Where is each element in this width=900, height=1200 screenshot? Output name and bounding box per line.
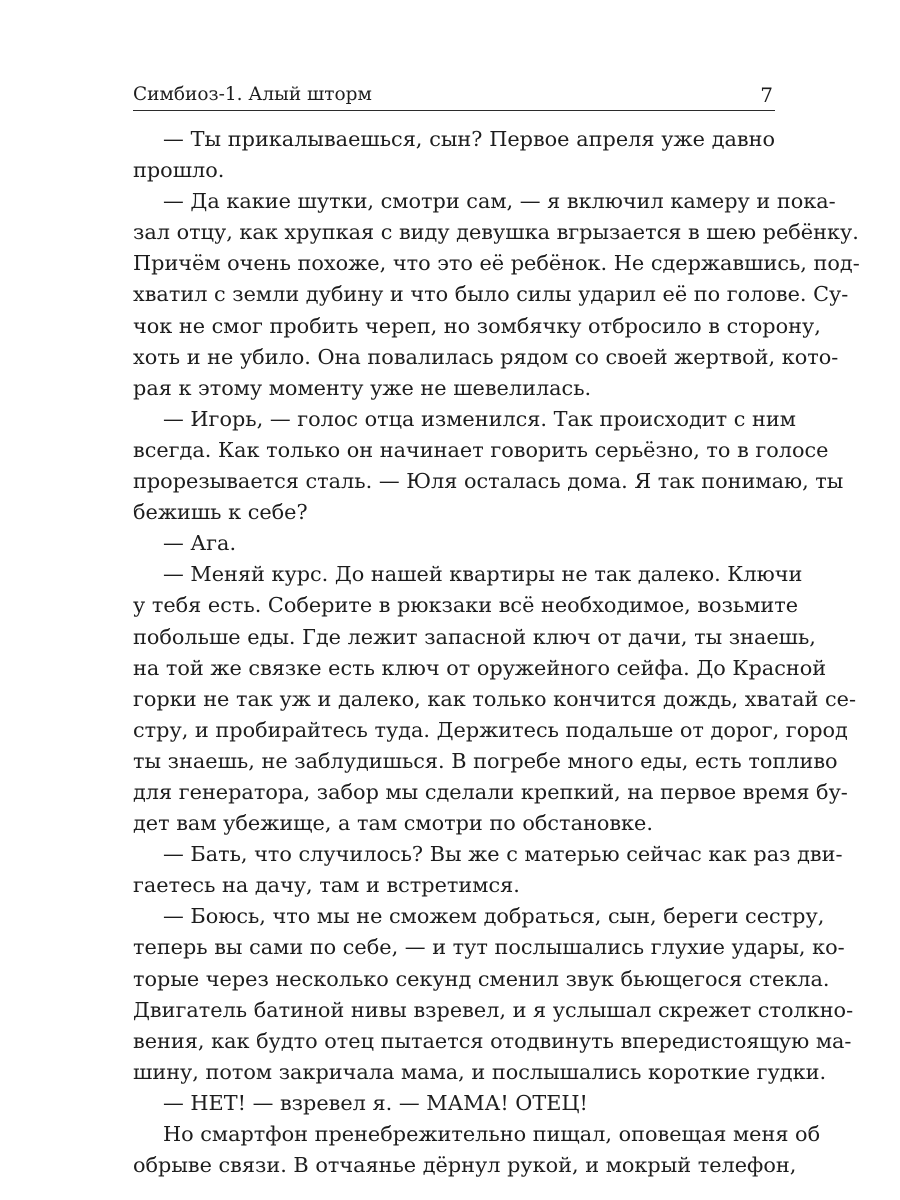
text-line: вения, как будто отец пытается отодвинуть впередистоящую ма- (133, 1028, 852, 1053)
page-number: 7 (760, 83, 773, 107)
text-line: — Меняй курс. До нашей квартиры не так далеко. Ключи (163, 562, 803, 587)
text-line: ты знаешь, не заблудишься. В погребе много еды, есть топливо (133, 748, 838, 773)
text-line: гаетесь на дачу, там и встретимся. (133, 873, 520, 898)
text-line: обрыве связи. В отчаянье дёрнул рукой, и мокрый телефон, (133, 1153, 797, 1178)
text-line: Двигатель батиной нивы взревел, и я услышал скрежет столкно- (133, 997, 854, 1022)
text-line: зал отцу, как хрупкая с виду девушка вгрызается в шею ребёнку. (133, 220, 859, 245)
header-rule (133, 110, 775, 111)
text-line: теперь вы сами по себе, — и тут послышались глухие удары, ко- (133, 935, 845, 960)
running-header (133, 84, 775, 110)
text-line: на той же связке есть ключ от оружейного сейфа. До Красной (133, 655, 827, 680)
text-line: хоть и не убило. Она повалилась рядом со своей жертвой, кото- (133, 344, 839, 369)
text-line: прорезывается сталь. — Юля осталась дома. Я так понимаю, ты (133, 469, 844, 494)
text-line: бежишь к себе? (133, 500, 308, 525)
text-line: для генератора, забор мы сделали крепкий, на первое время бу- (133, 779, 848, 804)
text-line: дет вам убежище, а там смотри по обстановке. (133, 811, 653, 836)
text-line: — Боюсь, что мы не сможем добраться, сын, береги сестру, (163, 904, 825, 929)
text-line: — Бать, что случилось? Вы же с матерью сейчас как раз дви- (163, 842, 843, 867)
text-line: стру, и пробирайтесь туда. Держитесь подальше от дорог, город (133, 717, 848, 742)
text-line: Причём очень похоже, что это её ребёнок. Не сдержавшись, под- (133, 251, 860, 276)
text-line: Но смартфон пренебрежительно пищал, оповещая меня об (163, 1122, 821, 1146)
text-line: — НЕТ! — взревел я. — МАМА! ОТЕЦ! (163, 1090, 588, 1115)
text-line: горки не так уж и далеко, как только кончится дождь, хватай се- (133, 686, 856, 711)
text-line: у тебя есть. Соберите в рюкзаки всё необходимое, возьмите (133, 593, 799, 618)
text-line: — Ты прикалываешься, сын? Первое апреля уже давно (163, 127, 775, 151)
text-line: чок не смог пробить череп, но зомбячку отбросило в сторону, (133, 313, 821, 338)
text-line: хватил с земли дубину и что было силы ударил её по голове. Су- (133, 282, 849, 307)
text-line: — Ага. (163, 531, 237, 556)
text-line: прошло. (133, 158, 225, 183)
text-line: рая к этому моменту уже не шевелилась. (133, 375, 592, 400)
page-body (133, 124, 860, 1181)
text-line: шину, потом закричала мама, и послышались короткие гудки. (133, 1059, 827, 1084)
text-line: всегда. Как только он начинает говорить серьёзно, то в голосе (133, 437, 829, 462)
text-line: — Игорь, — голос отца изменился. Так происходит с ним (163, 406, 796, 431)
text-line: побольше еды. Где лежит запасной ключ от дачи, ты знаешь, (133, 624, 816, 649)
book-title: Симбиоз-1. Алый шторм (133, 84, 372, 105)
text-line: — Да какие шутки, смотри сам, — я включил камеру и пока- (163, 189, 836, 214)
text-line: торые через несколько секунд сменил звук бьющегося стекла. (133, 966, 830, 991)
